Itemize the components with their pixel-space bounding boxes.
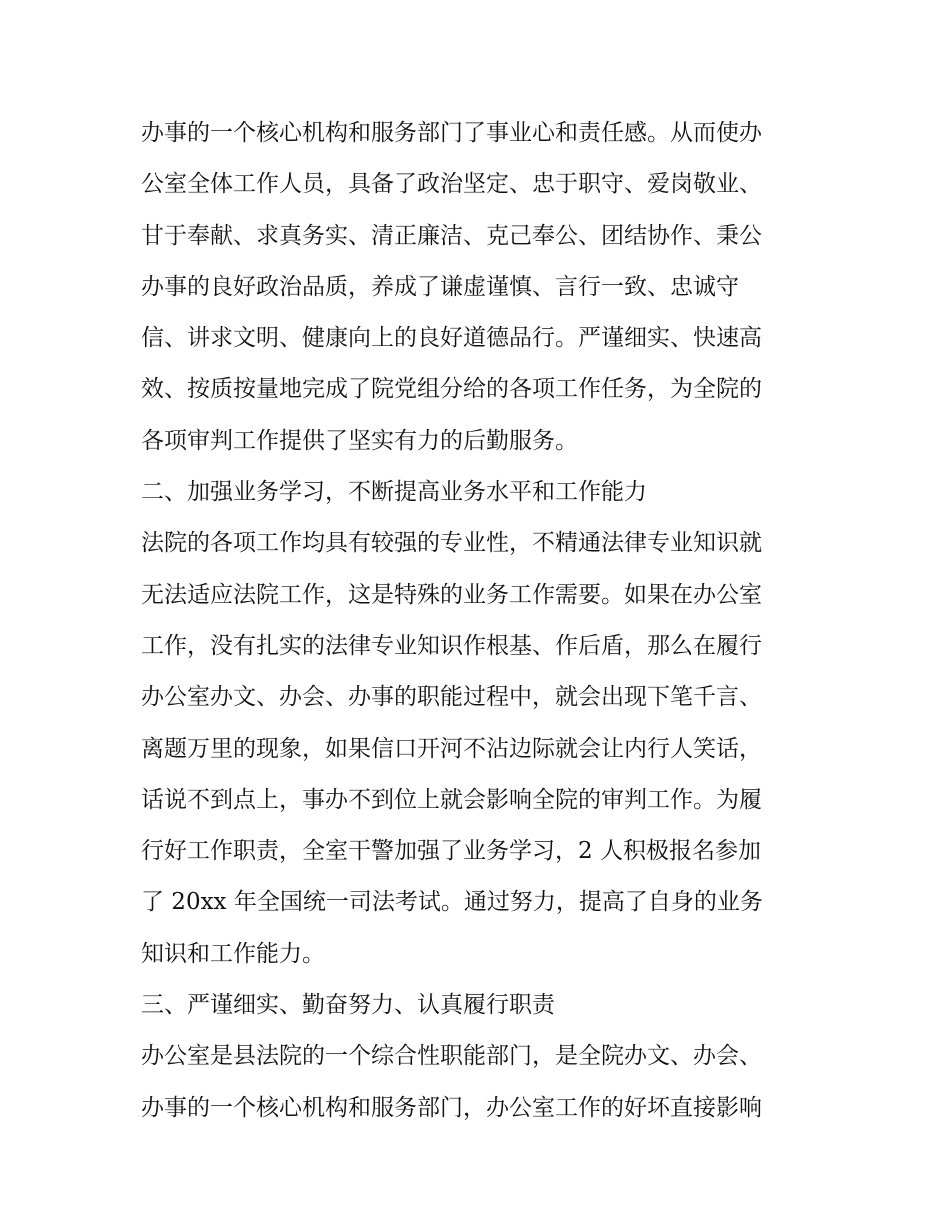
text-line: 话说不到点上，事办不到位上就会影响全院的审判工作。为履 (141, 786, 762, 813)
text-line: 了 20xx 年全国统一司法考试。通过努力，提高了自身的业务 (141, 889, 763, 916)
text-line: 办公室办文、办会、办事的职能过程中，就会出现下笔千言、 (141, 684, 762, 711)
text-line: 办公室是县法院的一个综合性职能部门，是全院办文、办会、 (141, 1043, 762, 1070)
text-line: 无法适应法院工作，这是特殊的业务工作需要。如果在办公室 (141, 581, 762, 608)
text-line: 甘于奉献、求真务实、清正廉洁、克己奉公、团结协作、秉公 (141, 222, 762, 249)
text-line: 效、按质按量地完成了院党组分给的各项工作任务，为全院的 (141, 376, 762, 403)
section-heading-3: 三、严谨细实、勤奋努力、认真履行职责 (141, 992, 555, 1019)
text-line: 信、讲求文明、健康向上的良好道德品行。严谨细实、快速高 (141, 325, 762, 352)
text-line: 办事的良好政治品质，养成了谦虚谨慎、言行一致、忠诚守 (141, 273, 739, 300)
text-line: 办事的一个核心机构和服务部门，办公室工作的好坏直接影响 (141, 1094, 762, 1121)
section-heading-2: 二、加强业务学习，不断提高业务水平和工作能力 (141, 479, 647, 506)
text-line: 法院的各项工作均具有较强的专业性，不精通法律专业知识就 (141, 530, 762, 557)
text-line: 知识和工作能力。 (141, 940, 325, 967)
text-line: 行好工作职责，全室干警加强了业务学习，2 人积极报名参加 (141, 838, 761, 865)
text-line: 办事的一个核心机构和服务部门了事业心和责任感。从而使办 (141, 120, 762, 146)
text-line: 离题万里的现象，如果信口开河不沾边际就会让内行人笑话， (141, 735, 762, 762)
text-line: 工作，没有扎实的法律专业知识作根基、作后盾，那么在履行 (141, 632, 762, 659)
text-line: 各项审判工作提供了坚实有力的后勤服务。 (141, 427, 578, 454)
text-line: 公室全体工作人员，具备了政治坚定、忠于职守、爱岗敬业、 (141, 171, 762, 198)
body-text (141, 108, 821, 1134)
